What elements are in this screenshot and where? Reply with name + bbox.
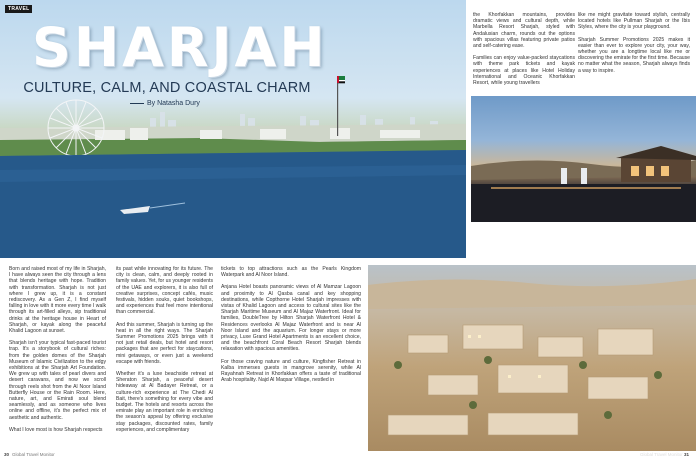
paragraph: Sharjah isn't your typical fast-paced tourist trap. It's a storybook of cultural riches: from the golden domes of the Sharjah Museum of Islamic Civilization to the edgy exhibitions at the Sharjah Art Foundation. We grew up with tales of pearl divers and desert caravans, and now we scroll through reels shot from the Al Noor Island Butterfly House or the Rain Room. Here, nature, art, and Emirati soul blend seamlessly, and as someone who lives online and offline, it's the perfect mix of aesthetic and authentic. [9, 340, 106, 421]
paragraph: What I love most is how Sharjah respects [9, 426, 103, 433]
paragraph: Sharjah Summer Promotions 2025 makes it easier than ever to explore your city, your way, whether you are a longtime local like me or discovering the emirate for the first time. Because no matter what the season, Sharjah always finds a way to inspire. [578, 36, 690, 74]
byline [130, 100, 200, 107]
text-column-4 [473, 12, 575, 92]
text-column-2 [116, 266, 213, 439]
paragraph: its past while innovating for its future. The city is clean, calm, and deeply rooted in family values. Yet, for us younger residents of the UAE and explorers, it is also full of creative surprises, concept cafés, music festivals, hidden souks, quiet bookshops, and experiences that feel more intentional than commercial. [116, 266, 213, 316]
hero-image [0, 0, 466, 258]
publication-name-left: Global Travel Monitor [12, 452, 55, 457]
resort-pool-photo [471, 96, 696, 222]
desert-retreat-illustration [368, 265, 696, 451]
footer-left [4, 452, 55, 457]
resort-pool-illustration [471, 96, 696, 222]
paragraph: Families can enjoy value-packed staycations with theme park tickets and kayak experiences at places like Hotel Holiday International and Oceanic Khorfakkan Resort, while young travellers [473, 55, 575, 87]
text-column-5 [578, 12, 690, 80]
paragraph: For those craving nature and culture, Kingfisher Retreat in Kalba immerses guests in mangrove serenity, while Al Rayahnah Retreat in Khorfakkan offers a taste of traditional Arab hospitality. Najd Al Maqsar Village, nestled in [221, 358, 361, 384]
paragraph: And this summer, Sharjah is turning up the heat in all the right ways. The Sharjah Summer Promotions 2025 brings with it not just retail deals, but hotel and resort packages that are perfect for staycations, mini getaways, or even just a weekend escape with friends. [116, 321, 213, 365]
paragraph: like me might gravitate toward stylish, centrally located hotels like Pullman Sharjah or the Ibis Styles, where the city is your playground. [578, 12, 690, 31]
paragraph: Born and raised most of my life in Sharjah, I have always seen the city through a lens that blends heritage with hope. Tradition with transformation. Sharjah is not just where I grew up, it is a constant rediscovery. As a Gen Z, I find myself falling in love with it more every time I walk through its art-filled alleys, sip traditional drinks at the heritage house in Heart of Sharjah, or kayak along the peaceful Khalid Lagoon at sunset. [9, 266, 106, 335]
page-number-right: 31 [683, 452, 689, 457]
desert-retreat-photo [368, 265, 696, 451]
byline-text: By Natasha Dury [147, 100, 200, 107]
section-tag: TRAVEL [5, 5, 32, 13]
article-subtitle: CULTURE, CALM, AND COASTAL CHARM [23, 80, 311, 96]
text-column-3 [221, 266, 361, 389]
paragraph: the Khorfakkan mountains, provides dramatic views and cultural depth, while Marbella Resort Sharjah, styled with Andalusian charm, rounds out the options with spacious villas featuring private patios and self-catering ease. [473, 12, 575, 50]
publication-name-right: Global Travel Monitor [639, 452, 683, 457]
text-column-1 [9, 266, 106, 439]
byline-rule [130, 103, 144, 104]
article-title: SHARJAH [32, 16, 328, 79]
footer-right [640, 452, 692, 457]
paragraph: Whether it's a luxe beachside retreat at Sheraton Sharjah, a peaceful desert hideaway at Al Badayer Retreat, or a culture-rich experience at The Chedi Al Bait, there's something for every vibe and budget. The hotels and resorts across the emirate play an important role in enriching the season's appeal by offering exclusive stay packages, discounted rates, family experiences, and complimentary [116, 371, 213, 433]
page-number-left: 30 [4, 452, 10, 457]
paragraph: tickets to top attractions such as the Pearls Kingdom Waterpark and Al Noor Island. [221, 266, 361, 279]
paragraph: Anjana Hotel boasts panoramic views of Al Mamzar Lagoon and proximity to Al Qasba canal and key shopping destinations, while Copthorne Hotel Sharjah impresses with vistas of Khalid Lagoon and access to cultural sites like the Sharjah Maritime Museum and Al Majaz Waterfront. Ideal for families, DoubleTree by Hilton Sharjah Waterfront Hotel & Residences overlooks Al Majaz Waterfront and is near Al Noor Island and the aquarium. For longer stays or more privacy, Luxe Grand Hotel Apartments is an excellent choice, and the beachfront Coral Beach Resort Sharjah blends relaxation with spacious amenities. [221, 284, 361, 353]
